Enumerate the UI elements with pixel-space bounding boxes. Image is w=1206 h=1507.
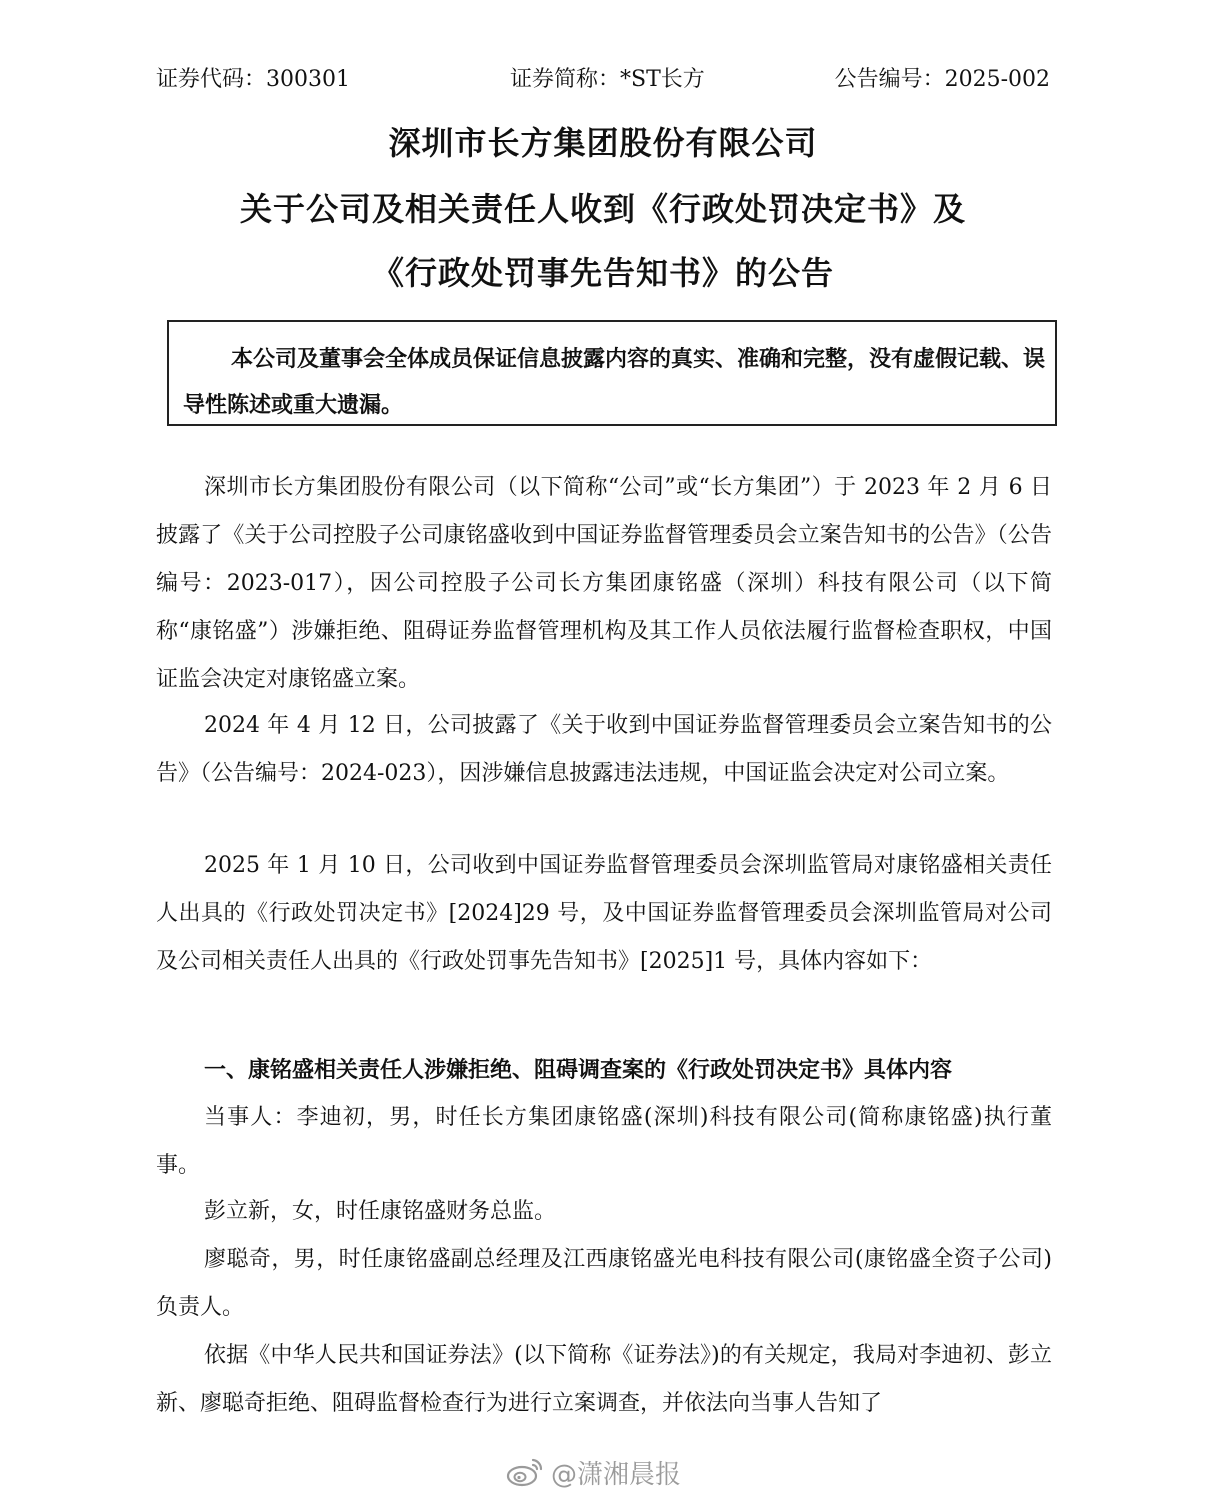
disclaimer-box bbox=[167, 320, 1057, 426]
paragraph-3: 2025 年 1 月 10 日，公司收到中国证券监督管理委员会深圳监管局对康铭盛相关责任人出具的《行政处罚决定书》[2024]29 号，及中国证券监督管理委员会深圳监管局对公司及公司相关责任人出具的《行政处罚事先告知书》[2025]1 号，具体内容如下： bbox=[156, 853, 1052, 974]
paragraph-basis: 依据《中华人民共和国证券法》(以下简称《证券法》)的有关规定，我局对李迪初、彭立新、廖聪奇拒绝、阻碍监督检查行为进行立案调查，并依法向当事人告知了 bbox=[156, 1343, 1052, 1416]
header-row bbox=[156, 62, 1050, 102]
watermark-text: @潇湘晨报 bbox=[551, 1459, 682, 1490]
title-line-3: 《行政处罚事先告知书》的公告 bbox=[371, 254, 834, 292]
title-line-2: 关于公司及相关责任人收到《行政处罚决定书》及 bbox=[239, 190, 966, 228]
weibo-icon bbox=[505, 1456, 545, 1488]
securities-code: 证券代码：300301 bbox=[156, 67, 350, 92]
disclaimer-text: 本公司及董事会全体成员保证信息披露内容的真实、准确和完整，没有虚假记载、误导性陈述或重大遗漏。 bbox=[183, 346, 1046, 418]
paragraph-party-peng: 彭立新，女，时任康铭盛财务总监。 bbox=[204, 1199, 557, 1224]
securities-abbreviation: 证券简称：*ST长方 bbox=[510, 67, 705, 92]
paragraph-party-liao: 廖聪奇，男，时任康铭盛副总经理及江西康铭盛光电科技有限公司(康铭盛全资子公司)负责人。 bbox=[156, 1247, 1052, 1320]
title-company: 深圳市长方集团股份有限公司 bbox=[388, 124, 818, 162]
announcement-number: 公告编号：2025-002 bbox=[834, 67, 1050, 92]
section-1-heading: 一、康铭盛相关责任人涉嫌拒绝、阻碍调查案的《行政处罚决定书》具体内容 bbox=[204, 1057, 953, 1083]
paragraph-1: 深圳市长方集团股份有限公司（以下简称“公司”或“长方集团”）于 2023 年 2 月 6 日披露了《关于公司控股子公司康铭盛收到中国证券监督管理委员会立案告知书的公告》（公告编号：2023-017），因公司控股子公司长方集团康铭盛（深圳）科技有限公司（以下简称“康铭盛”）涉嫌拒绝、阻碍证券监督管理机构及其工作人员依法履行监督检查职权，中国证监会决定对康铭盛立案。 bbox=[156, 475, 1052, 692]
paragraph-party-li: 当事人：李迪初，男，时任长方集团康铭盛(深圳)科技有限公司(简称康铭盛)执行董事。 bbox=[156, 1105, 1052, 1178]
watermark bbox=[505, 1452, 681, 1492]
paragraph-2: 2024 年 4 月 12 日，公司披露了《关于收到中国证券监督管理委员会立案告知书的公告》（公告编号：2024-023），因涉嫌信息披露违法违规，中国证监会决定对公司立案。 bbox=[156, 713, 1052, 786]
